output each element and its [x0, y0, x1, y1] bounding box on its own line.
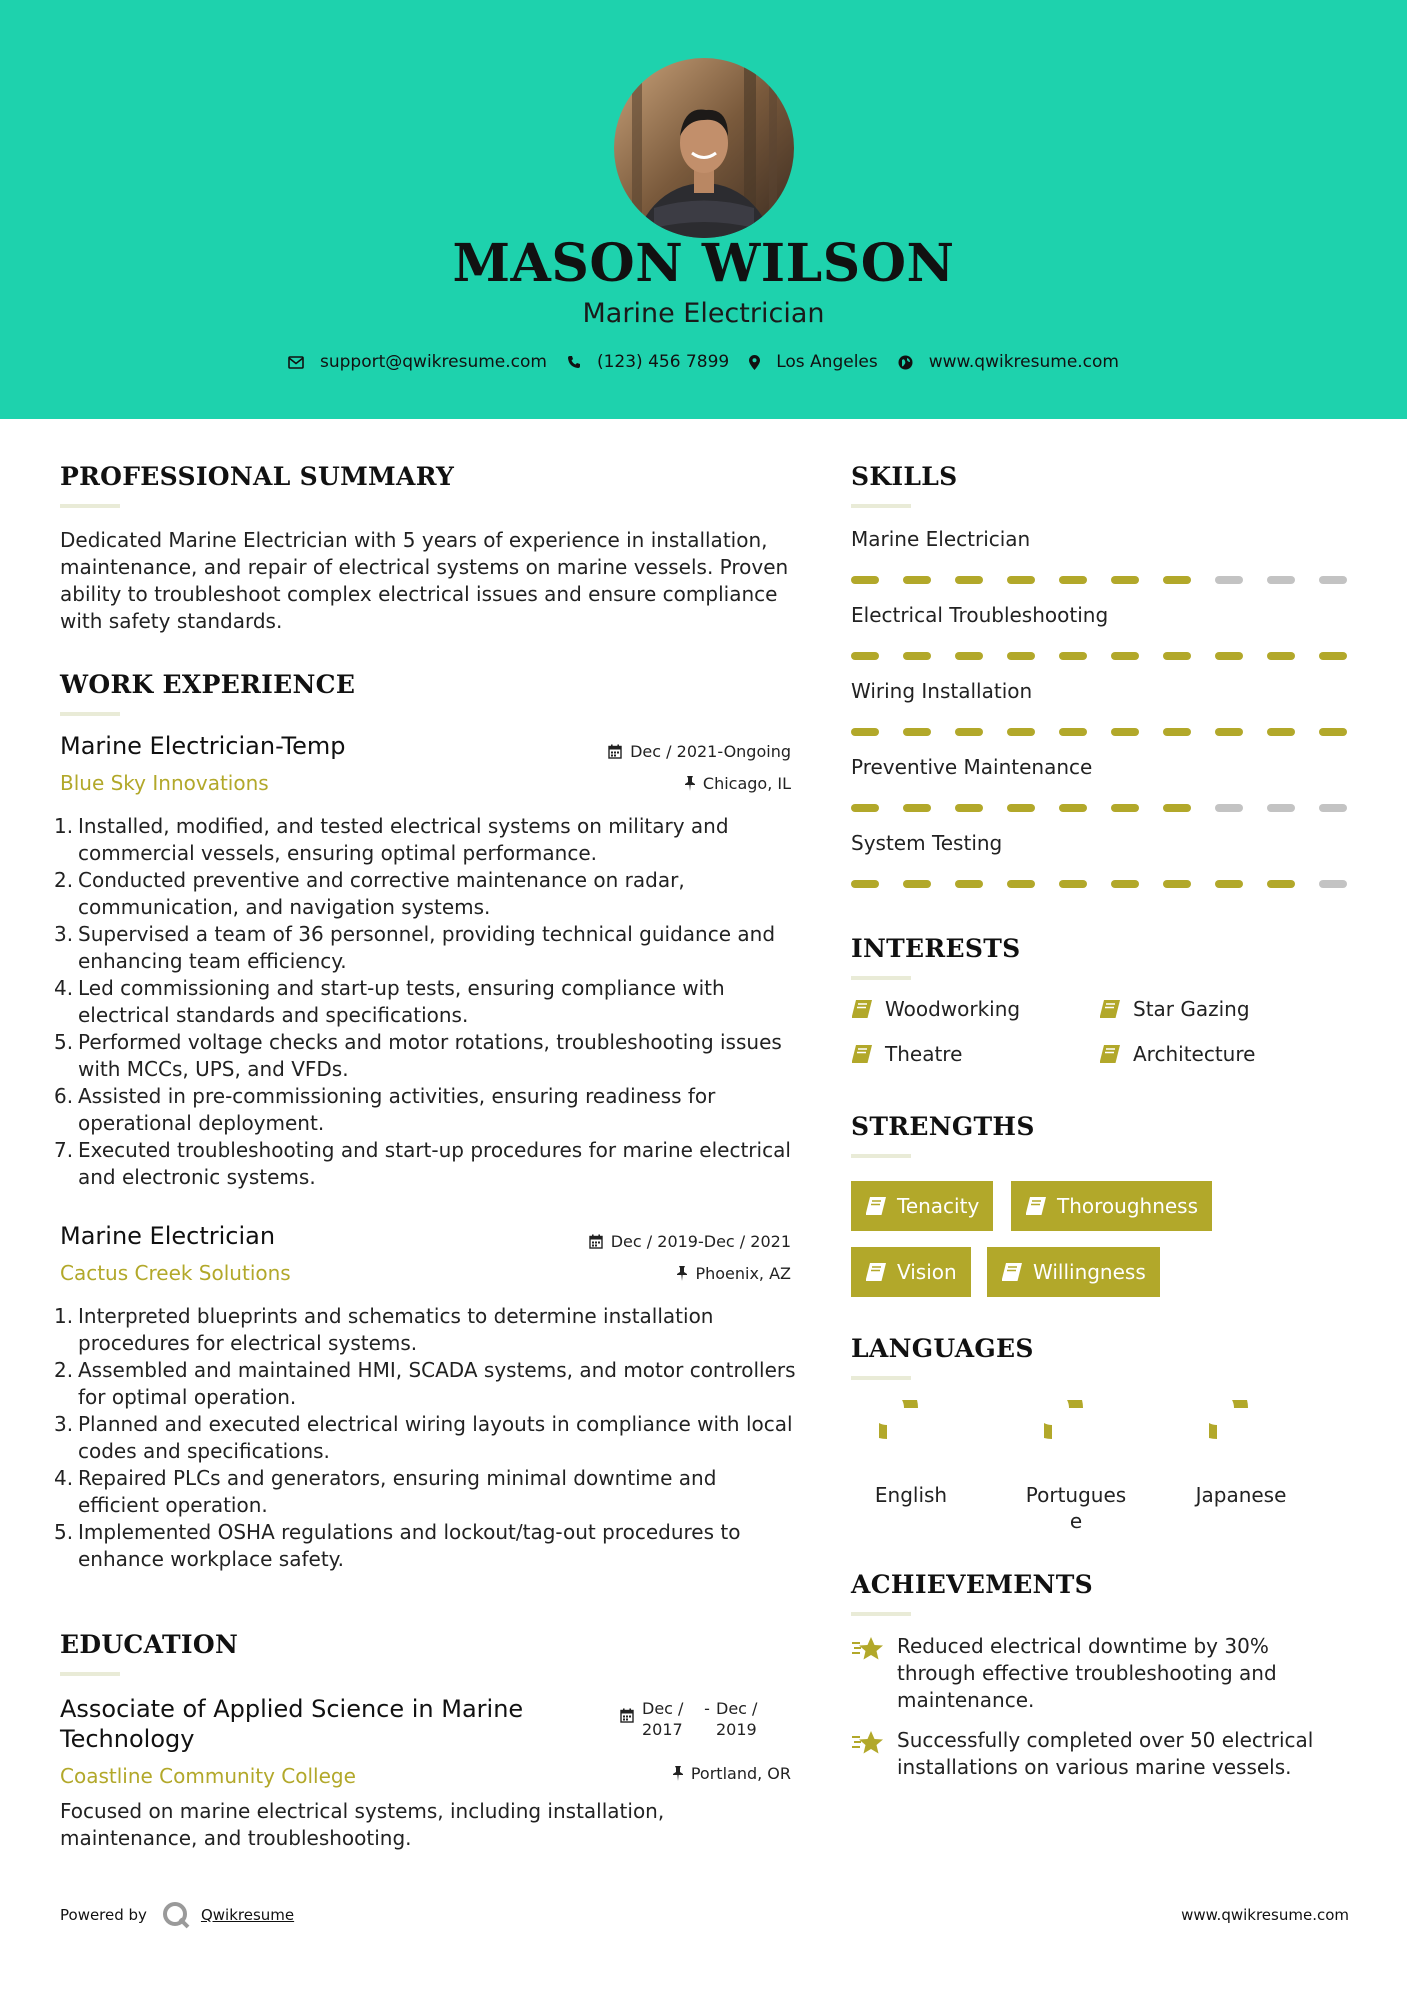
email-text: support@qwikresume.com	[320, 352, 547, 372]
rating-dot	[1163, 652, 1191, 660]
rating-dot	[1163, 576, 1191, 584]
rating-dot	[1215, 576, 1243, 584]
skill-name: Wiring Installation	[851, 679, 1033, 703]
candidate-role: Marine Electrician	[582, 298, 825, 329]
job-title: Marine Electrician-Temp	[60, 732, 346, 760]
skills-heading: SKILLS	[851, 462, 958, 491]
book-icon	[1025, 1196, 1047, 1216]
rating-dot	[851, 576, 879, 584]
interest-item	[851, 1042, 962, 1066]
interest-label: Architecture	[1133, 1042, 1256, 1066]
rating-dot	[1007, 652, 1035, 660]
strength-label: Willingness	[1033, 1260, 1146, 1284]
book-icon	[865, 1196, 887, 1216]
rating-dot	[1267, 728, 1295, 736]
rating-dot	[1059, 880, 1087, 888]
interests-underline	[851, 976, 911, 980]
contact-phone[interactable]	[567, 352, 729, 372]
skill-rating	[851, 804, 1371, 812]
contact-website[interactable]	[898, 352, 1119, 372]
languages-underline	[851, 1376, 911, 1380]
star-badge-icon	[851, 1729, 885, 1757]
strength-label: Thoroughness	[1057, 1194, 1199, 1218]
language-gauge	[879, 1400, 943, 1464]
list-item: Repaired PLCs and generators, ensuring minimal downtime and efficient operation.	[78, 1466, 717, 1517]
skill-rating	[851, 728, 1371, 736]
pin-icon	[685, 776, 695, 791]
interest-item	[851, 997, 1020, 1021]
strength-label: Vision	[897, 1260, 957, 1284]
list-item: Supervised a team of 36 personnel, providing technical guidance and enhancing team efficiency.	[78, 922, 776, 973]
rating-dot	[1319, 728, 1347, 736]
interest-label: Theatre	[885, 1042, 963, 1066]
experience-underline	[60, 712, 120, 716]
job-date	[589, 1232, 791, 1251]
rating-dot	[1215, 728, 1243, 736]
job-date-text: Dec / 2019-Dec / 2021	[610, 1232, 791, 1251]
rating-dot	[1111, 652, 1139, 660]
education-description: Focused on marine electrical systems, including installation, maintenance, and troubleshooting.	[60, 1799, 665, 1850]
job-duties-list	[60, 813, 800, 1191]
achievement-item	[851, 1633, 1321, 1714]
list-item: Conducted preventive and corrective maintenance on radar, communication, and navigation systems.	[78, 868, 685, 919]
skill-name: Preventive Maintenance	[851, 755, 1093, 779]
website-text: www.qwikresume.com	[928, 352, 1119, 372]
summary-underline	[60, 504, 120, 508]
rating-dot	[1007, 880, 1035, 888]
rating-dot	[955, 576, 983, 584]
rating-dot	[851, 728, 879, 736]
achievement-text: Reduced electrical downtime by 30% through effective troubleshooting and maintenance.	[897, 1634, 1277, 1712]
achievement-item	[851, 1727, 1321, 1781]
job-company: Blue Sky Innovations	[60, 771, 269, 795]
book-icon	[851, 1044, 873, 1064]
summary-heading: PROFESSIONAL SUMMARY	[60, 462, 455, 491]
language-name: Japanese	[1195, 1483, 1287, 1507]
rating-dot	[1059, 652, 1087, 660]
book-icon	[865, 1262, 887, 1282]
qwikresume-logo-icon	[161, 1900, 191, 1930]
education-heading: EDUCATION	[60, 1630, 239, 1659]
job-company: Cactus Creek Solutions	[60, 1261, 291, 1285]
rating-dot	[1319, 576, 1347, 584]
list-item: Planned and executed electrical wiring layouts in compliance with local codes and specifications.	[78, 1412, 793, 1463]
rating-dot	[955, 880, 983, 888]
education-date	[620, 1698, 772, 1740]
school-name: Coastline Community College	[60, 1764, 356, 1788]
skill-rating	[851, 880, 1371, 888]
rating-dot	[1007, 804, 1035, 812]
rating-dot	[903, 880, 931, 888]
language-item	[1171, 1400, 1311, 1508]
language-gauge-arc	[1209, 1400, 1241, 1432]
skill-rating	[851, 652, 1371, 660]
achievements-heading: ACHIEVEMENTS	[851, 1570, 1093, 1599]
pin-icon	[673, 1766, 683, 1781]
rating-dot	[903, 804, 931, 812]
achievement-text: Successfully completed over 50 electrical installations on various marine vessels.	[897, 1728, 1314, 1779]
rating-dot	[851, 880, 879, 888]
rating-dot	[1111, 804, 1139, 812]
rating-dot	[1111, 576, 1139, 584]
location-text: Los Angeles	[776, 352, 878, 372]
list-item: Implemented OSHA regulations and lockout/tag-out procedures to enhance workplace safety.	[78, 1520, 741, 1571]
globe-icon	[898, 355, 913, 370]
rating-dot	[1267, 652, 1295, 660]
calendar-icon	[608, 744, 622, 759]
book-icon	[1099, 1044, 1121, 1064]
rating-dot	[851, 804, 879, 812]
interests-heading: INTERESTS	[851, 934, 1021, 963]
list-item: Led commissioning and start-up tests, ensuring compliance with electrical standards and specifications.	[78, 976, 725, 1027]
list-item: Installed, modified, and tested electrical systems on military and commercial vessels, ensuring optimal performance.	[78, 814, 729, 865]
contact-bar	[0, 352, 1407, 372]
job-date	[608, 742, 791, 761]
rating-dot	[1267, 576, 1295, 584]
language-item	[841, 1400, 981, 1508]
strengths-heading: STRENGTHS	[851, 1112, 1035, 1141]
language-gauge	[1209, 1400, 1273, 1464]
footer-powered-by	[60, 1900, 294, 1930]
book-icon	[1001, 1262, 1023, 1282]
job-title: Marine Electrician	[60, 1222, 276, 1250]
education-location-text: Portland, OR	[690, 1764, 791, 1783]
rating-dot	[1215, 880, 1243, 888]
language-item	[1006, 1400, 1146, 1534]
rating-dot	[1215, 652, 1243, 660]
map-pin-icon	[749, 355, 760, 370]
strengths-underline	[851, 1154, 911, 1158]
powered-by-label: Powered by	[60, 1906, 147, 1924]
rating-dot	[903, 652, 931, 660]
book-icon	[1099, 999, 1121, 1019]
header-banner	[0, 0, 1407, 419]
rating-dot	[1059, 576, 1087, 584]
strength-tag	[851, 1181, 993, 1231]
interest-label: Star Gazing	[1133, 997, 1250, 1021]
pin-icon	[677, 1266, 687, 1281]
skill-name: Marine Electrician	[851, 527, 1031, 551]
job-location-text: Chicago, IL	[702, 774, 791, 793]
rating-dot	[1007, 576, 1035, 584]
language-gauge-arc	[1044, 1400, 1076, 1432]
rating-dot	[1319, 880, 1347, 888]
achievements-underline	[851, 1612, 911, 1616]
profile-photo	[614, 58, 794, 238]
job-duties-list	[60, 1303, 800, 1573]
rating-dot	[1163, 880, 1191, 888]
list-item: Performed voltage checks and motor rotations, troubleshooting issues with MCCs, UPS, and VFDs.	[78, 1030, 782, 1081]
job-location	[685, 774, 791, 793]
skill-name: System Testing	[851, 831, 1003, 855]
job-location	[677, 1264, 791, 1283]
rating-dot	[851, 652, 879, 660]
rating-dot	[903, 728, 931, 736]
skill-rating	[851, 576, 1371, 584]
rating-dot	[903, 576, 931, 584]
rating-dot	[1319, 652, 1347, 660]
education-date-end: Dec / 2019	[716, 1699, 758, 1739]
skills-underline	[851, 504, 911, 508]
phone-text: (123) 456 7899	[596, 352, 730, 372]
rating-dot	[1319, 804, 1347, 812]
strength-label: Tenacity	[897, 1194, 980, 1218]
interest-label: Woodworking	[885, 997, 1021, 1021]
rating-dot	[1059, 804, 1087, 812]
calendar-icon	[620, 1708, 634, 1723]
education-underline	[60, 1672, 120, 1676]
rating-dot	[1267, 880, 1295, 888]
list-item: Assisted in pre-commissioning activities, ensuring readiness for operational deployment.	[78, 1084, 716, 1135]
contact-location	[749, 352, 878, 372]
language-gauge-arc	[879, 1400, 911, 1432]
list-item: Assembled and maintained HMI, SCADA systems, and motor controllers for optimal operation.	[78, 1358, 796, 1409]
list-item: Executed troubleshooting and start-up procedures for marine electrical and electronic systems.	[78, 1138, 791, 1189]
strength-tag	[851, 1247, 971, 1297]
language-gauge	[1044, 1400, 1108, 1464]
degree-title: Associate of Applied Science in Marine Technology	[60, 1695, 524, 1753]
contact-email[interactable]	[288, 352, 547, 372]
rating-dot	[955, 728, 983, 736]
rating-dot	[955, 804, 983, 812]
strength-tag	[987, 1247, 1160, 1297]
footer-site[interactable]: www.qwikresume.com	[1181, 1906, 1349, 1924]
rating-dot	[1007, 728, 1035, 736]
phone-icon	[567, 355, 581, 369]
job-date-text: Dec / 2021-Ongoing	[630, 742, 791, 761]
list-item: Interpreted blueprints and schematics to determine installation procedures for electrical systems.	[78, 1304, 714, 1355]
candidate-name: MASON WILSON	[452, 233, 955, 294]
rating-dot	[1111, 728, 1139, 736]
star-badge-icon	[851, 1635, 885, 1663]
calendar-icon	[589, 1234, 603, 1249]
rating-dot	[1215, 804, 1243, 812]
languages-heading: LANGUAGES	[851, 1334, 1034, 1363]
education-location	[673, 1764, 791, 1783]
brand-link[interactable]: Qwikresume	[200, 1906, 295, 1924]
education-date-start: Dec / 2017	[642, 1699, 684, 1739]
rating-dot	[1267, 804, 1295, 812]
experience-heading: WORK EXPERIENCE	[60, 670, 356, 699]
date-separator: -	[704, 1699, 710, 1718]
interest-item	[1099, 1042, 1255, 1066]
job-location-text: Phoenix, AZ	[695, 1264, 791, 1283]
rating-dot	[955, 652, 983, 660]
summary-text: Dedicated Marine Electrician with 5 years of experience in installation, maintenance, and repair of electrical systems on marine vessels. Proven ability to troubleshoot complex electrical issues and ensure compliance with safety standards.	[60, 528, 789, 633]
rating-dot	[1163, 728, 1191, 736]
book-icon	[851, 999, 873, 1019]
rating-dot	[1059, 728, 1087, 736]
rating-dot	[1111, 880, 1139, 888]
language-name: English	[874, 1483, 948, 1507]
envelope-icon	[288, 356, 304, 369]
rating-dot	[1163, 804, 1191, 812]
skill-name: Electrical Troubleshooting	[851, 603, 1109, 627]
interest-item	[1099, 997, 1250, 1021]
strength-tag	[1011, 1181, 1212, 1231]
language-name: Portugues e	[1025, 1483, 1127, 1533]
